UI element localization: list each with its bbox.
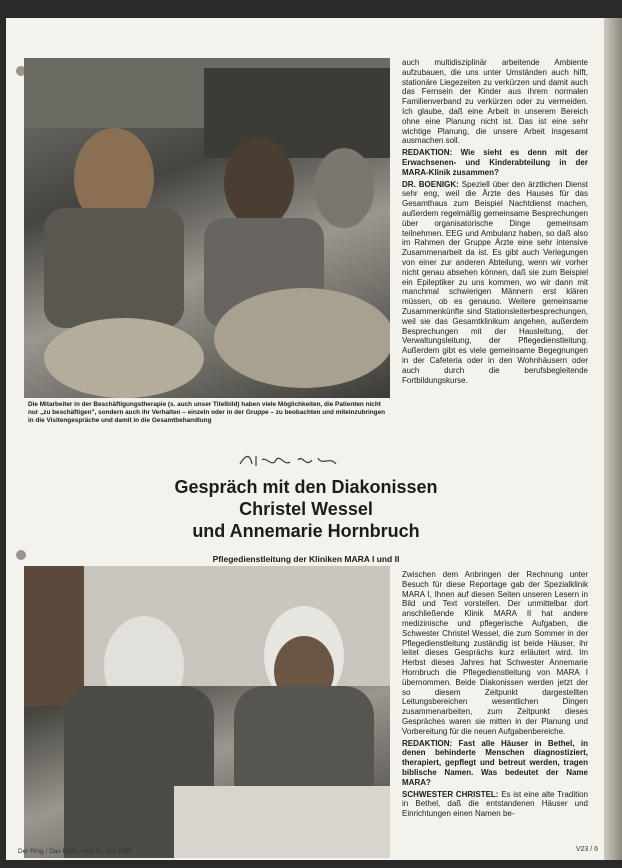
binder-hole xyxy=(16,550,26,560)
article-title xyxy=(86,476,526,542)
magazine-page xyxy=(6,18,604,860)
answer-text: Es ist eine alte Tradition in Bethel, daß die entstandenen Häuser und Einrichtungen einen Namen be- xyxy=(402,789,589,819)
photo-caption: Die Mitarbeiter in der Beschäftigungstherapie (s. auch unser Titelbild) haben viele Möglichkeiten, die Patienten nicht nur „zu beschäftigen", sondern auch ihr Verhalten – einzeln oder in der Gruppe – zu beobachten und miteinzubringen in die Visitengespräche und damit in die Gesamtbehandlung xyxy=(28,401,386,424)
question-paragraph: REDAKTION: Fast alle Häuser in Bethel, in denen behinderte Menschen diagnostiziert, therapiert, gepflegt und betreut werden, tragen biblische Namen. Was bedeutet der Name MARA? xyxy=(402,738,588,787)
paragraph: Zwischen dem Anbringen der Rechnung unter Besuch für diese Reportage gab der Spezialklinik MARA I, Ihnen auf diesen Seiten unseren Lesern in Bild und Text vorstellen. Der unmittelbar dort anschließende Klinik MARA II hat andere medizinische und pflegerische Aufgaben, die Schwester Christel Wessel, die zum Sommer in der Pflegedienstleitung zuständig ist beide Häuser, ihr leitet dieses Gesprächs kurz erläutert wird. Im Herbst dieses Jahres hat Schwester Annemarie Hornbruch die Pflegedienstleitung von MARA I übernommen. Beide Diakonissen werden jetzt der so diesem Zeitpunkt dargestellten Leitungsbereichen wesentlichen Dingen zusammenarbeiten, zum Zeitpunkt dieses Gespräches waren sie mitten in der Planung und Vorbereitung für die neuen Aufgabenbereiche. xyxy=(402,570,588,736)
answer-paragraph xyxy=(402,790,588,819)
speaker-label: DR. BOENIGK: xyxy=(402,179,459,189)
photo-basket-weaving xyxy=(24,58,390,398)
answer-paragraph xyxy=(402,180,588,386)
title-line: Gespräch mit den Diakonissen xyxy=(174,477,438,497)
page-edge xyxy=(604,18,622,860)
paragraph: auch multidisziplinär arbeitende Ambiente aufzubauen, die uns unter Umständen auch hilft, stationäre Liegezeiten zu verkürzen und damit auch das Fernsein der Kinder aus ihrem normalen Familienverband zu verkürzen oder zu vermeiden. Ich glaube, daß eine Arbeit in unserem Bereich ohne eine Planung nicht ist. Das ist eine sehr wichtige Planung, die unsere Arbeit insgesamt ausmachen soll. xyxy=(402,58,588,146)
title-line: Christel Wessel xyxy=(239,499,373,519)
article-subtitle: Pflegedienstleitung der Kliniken MARA I und II xyxy=(212,554,400,564)
title-line: und Annemarie Hornbruch xyxy=(192,521,420,541)
answer-text: Speziell über den ärztlichen Dienst sehr eng, weil die Ärzte des Hauses für das Gesamthaus zum Beispiel Nachtdienst machen, außerdem regelmäßig gemeinsame Besprechungen über organisatorische Dinge gemeinsam teilnehmen. EEG und Ambulanz haben, so daß also im Rahmen der Gruppe Ärzte eine sehr intensive Zusammenarbeit da ist. Es gibt auch Verlegungen von einer zur anderen Abteilung, wenn wir vorher nicht genau absehen können, daß sie zum Beispiel ein Epileptiker zu uns kommen, wo wir dann mit manchmal schwierigen Männern erst klären müssen, ob es genauso. Weitere gemeinsame Zusammenkünfte sind Stationsleiterbesprechungen, weil sie das Gesamtklinikum angehen, außerdem Besprechungen mit der Hausleitung, der Verwaltungsleitung, der Pflegedienstleitung. Außerdem gibt es viele gemeinsame Begegnungen in der Cafeteria oder in den Wohnhäusern oder auch durch die berufsbegleitende Fortbildungskurse. xyxy=(402,179,588,385)
article-column-bottom xyxy=(402,570,588,819)
footer-page-number: V23 / 6 xyxy=(575,846,598,853)
handwritten-note xyxy=(236,450,346,470)
footer-publication: Der Ring / Das Blatt · Heft 11, Mai 1988 xyxy=(18,848,133,855)
article-column-top xyxy=(402,58,588,385)
photo-deaconesses xyxy=(24,566,390,858)
question-paragraph: REDAKTION: Wie sieht es denn mit der Erwachsenen- und Kinderabteilung in der MARA-Klinik zusammen? xyxy=(402,148,588,177)
speaker-label: SCHWESTER CHRISTEL: xyxy=(402,789,499,799)
